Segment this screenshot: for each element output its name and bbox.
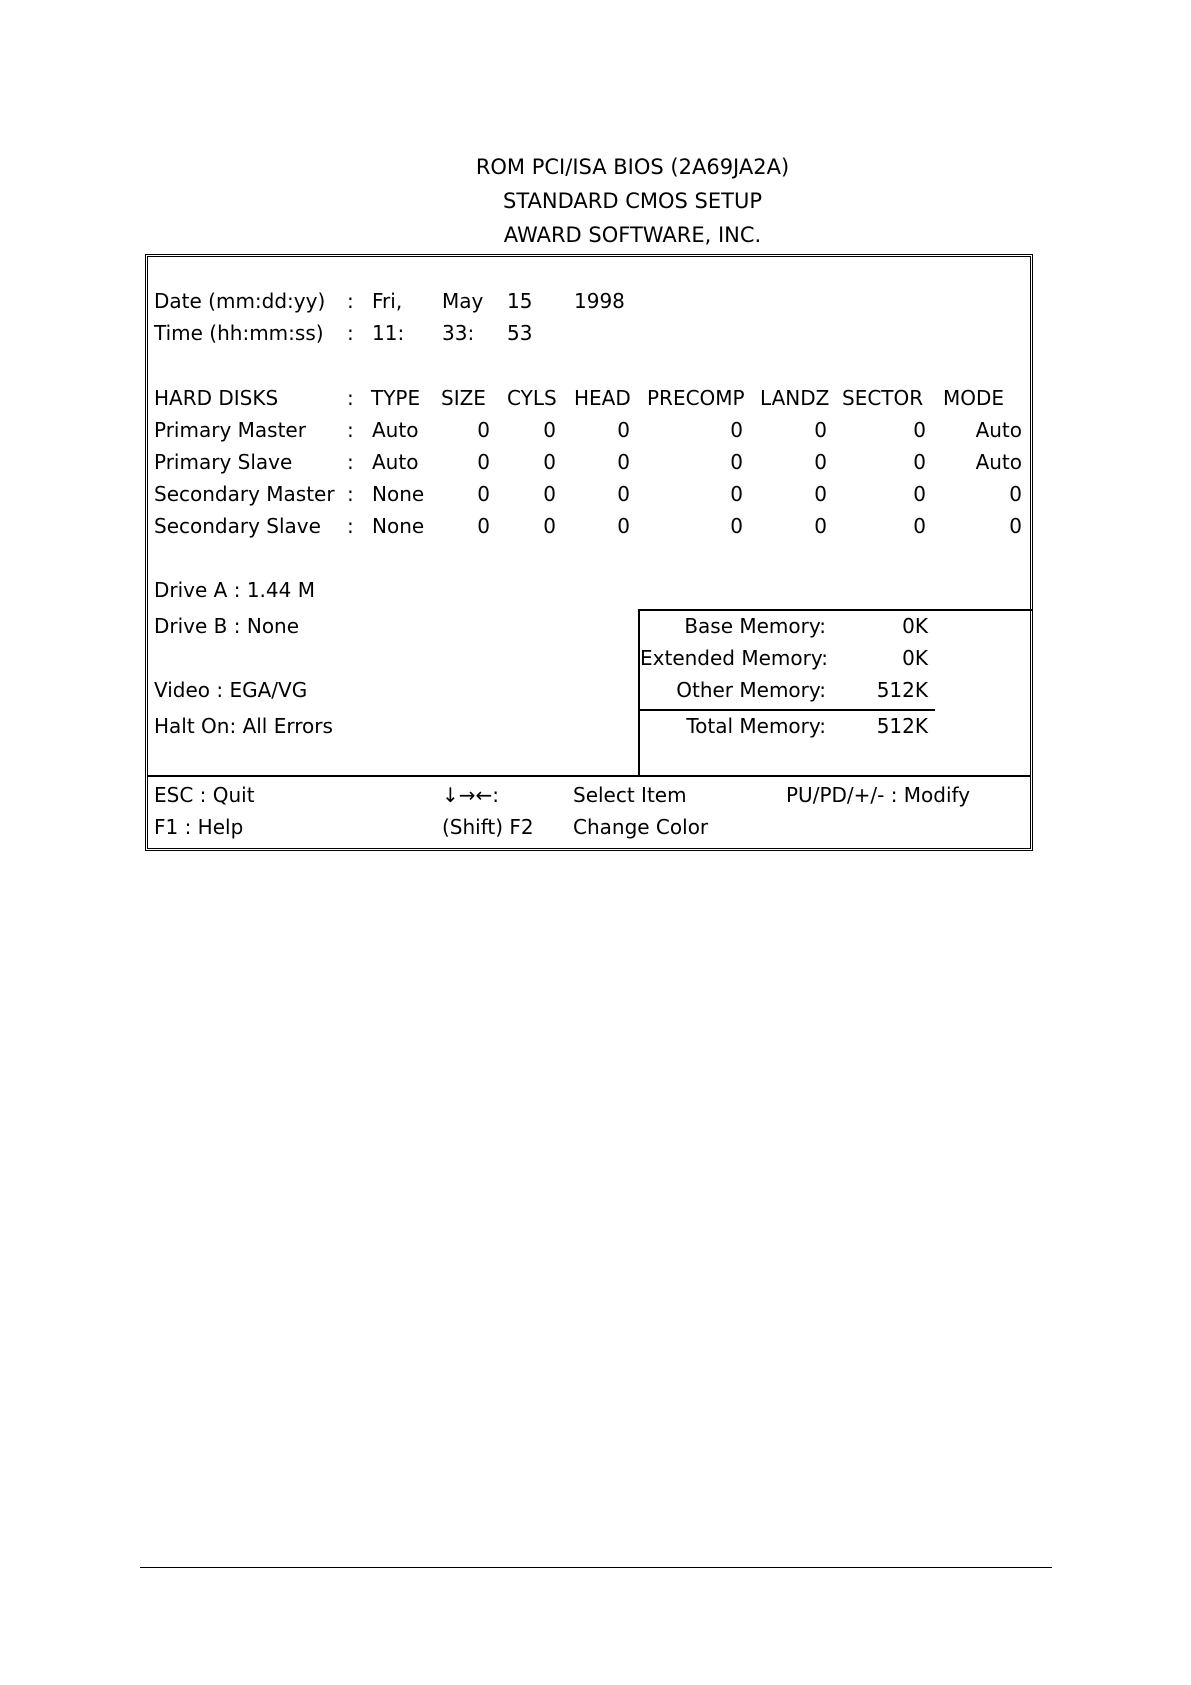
drive-cyls-value: 0: [543, 450, 556, 474]
drive-type-field[interactable]: Auto: [372, 418, 419, 442]
drive-mode-value: 0: [1009, 514, 1022, 538]
drive-size-value: 0: [477, 418, 490, 442]
drive-size-value: 0: [477, 450, 490, 474]
drive-head-value: 0: [617, 482, 630, 506]
drive-name: Primary Master: [154, 418, 306, 442]
drive-head-value: 0: [617, 450, 630, 474]
esc-quit-hint: ESC : Quit: [154, 783, 255, 807]
base-memory-value: 0K: [902, 614, 928, 638]
page-footer-rule: [140, 1567, 1052, 1568]
date-month-field[interactable]: May: [442, 289, 484, 313]
time-second-field[interactable]: 53: [507, 321, 533, 345]
time-separator: :: [347, 321, 354, 345]
date-weekday: Fri,: [372, 289, 403, 313]
drive-size-value: 0: [477, 514, 490, 538]
drive-size-value: 0: [477, 482, 490, 506]
drive-landz-value: 0: [814, 514, 827, 538]
drive-cyls-value: 0: [543, 514, 556, 538]
bios-title: ROM PCI/ISA BIOS (2A69JA2A): [475, 155, 790, 179]
drive-precomp-value: 0: [730, 418, 743, 442]
footer-divider: [147, 775, 1030, 777]
date-label: Date (mm:dd:yy): [154, 289, 326, 313]
drive-a-setting[interactable]: Drive A : 1.44 M: [154, 578, 315, 602]
date-separator: :: [347, 289, 354, 313]
drive-sector-value: 0: [913, 514, 926, 538]
drive-cyls-value: 0: [543, 482, 556, 506]
drive-sector-value: 0: [913, 450, 926, 474]
column-header-type: TYPE: [371, 386, 421, 410]
drive-separator: :: [347, 418, 354, 442]
column-header-cyls: CYLS: [507, 386, 557, 410]
drive-type-field[interactable]: None: [372, 482, 425, 506]
drive-mode-value: 0: [1009, 482, 1022, 506]
f1-help-hint: F1 : Help: [154, 815, 244, 839]
shift-f2-hint: (Shift) F2: [442, 815, 534, 839]
column-header-landz: LANDZ: [760, 386, 830, 410]
drive-mode-value: Auto: [975, 418, 1022, 442]
extended-memory-label: Extended Memory:: [640, 646, 828, 670]
column-header-precomp: PRECOMP: [647, 386, 745, 410]
drive-mode-value: Auto: [975, 450, 1022, 474]
select-item-hint: Select Item: [573, 783, 687, 807]
extended-memory-value: 0K: [902, 646, 928, 670]
drive-type-field[interactable]: None: [372, 514, 425, 538]
drive-landz-value: 0: [814, 482, 827, 506]
drive-sector-value: 0: [913, 482, 926, 506]
column-header-head: HEAD: [574, 386, 631, 410]
drive-b-setting[interactable]: Drive B : None: [154, 614, 300, 638]
time-hour-field[interactable]: 11:: [372, 321, 405, 345]
vendor-title: AWARD SOFTWARE, INC.: [503, 223, 762, 247]
setup-title: STANDARD CMOS SETUP: [503, 189, 762, 213]
column-header-size: SIZE: [441, 386, 486, 410]
hard-disks-separator: :: [347, 386, 354, 410]
time-label: Time (hh:mm:ss): [154, 321, 324, 345]
drive-name: Secondary Master: [154, 482, 335, 506]
other-memory-value: 512K: [876, 678, 928, 702]
drive-name: Primary Slave: [154, 450, 293, 474]
drive-type-field[interactable]: Auto: [372, 450, 419, 474]
modify-keys-hint: PU/PD/+/- : Modify: [786, 783, 971, 807]
arrow-keys-hint: ↓→←:: [442, 783, 500, 807]
drive-precomp-value: 0: [730, 514, 743, 538]
drive-separator: :: [347, 514, 354, 538]
date-day-field[interactable]: 15: [507, 289, 533, 313]
drive-separator: :: [347, 482, 354, 506]
total-memory-value: 512K: [876, 714, 928, 738]
total-memory-label: Total Memory:: [686, 714, 826, 738]
drive-separator: :: [347, 450, 354, 474]
column-header-mode: MODE: [943, 386, 1005, 410]
column-header-sector: SECTOR: [842, 386, 924, 410]
base-memory-label: Base Memory:: [684, 614, 826, 638]
date-year-field[interactable]: 1998: [574, 289, 625, 313]
drive-sector-value: 0: [913, 418, 926, 442]
drive-landz-value: 0: [814, 418, 827, 442]
halt-on-setting[interactable]: Halt On: All Errors: [154, 714, 333, 738]
drive-precomp-value: 0: [730, 450, 743, 474]
drive-head-value: 0: [617, 418, 630, 442]
drive-cyls-value: 0: [543, 418, 556, 442]
drive-name: Secondary Slave: [154, 514, 321, 538]
time-minute-field[interactable]: 33:: [442, 321, 475, 345]
video-setting[interactable]: Video : EGA/VG: [154, 678, 308, 702]
other-memory-label: Other Memory:: [676, 678, 826, 702]
drive-landz-value: 0: [814, 450, 827, 474]
hard-disks-label: HARD DISKS: [154, 386, 279, 410]
drive-precomp-value: 0: [730, 482, 743, 506]
drive-head-value: 0: [617, 514, 630, 538]
change-color-hint: Change Color: [573, 815, 709, 839]
